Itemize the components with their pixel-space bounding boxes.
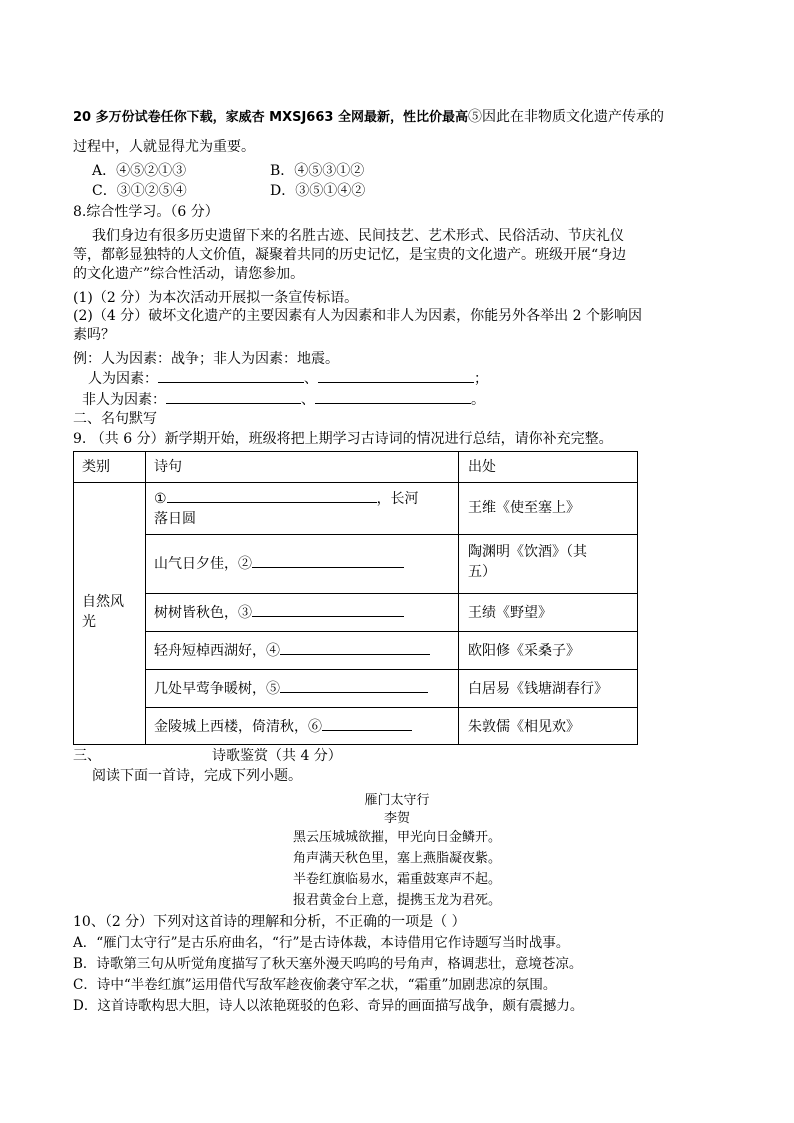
q8-intro-line1: 我们身边有很多历史遗留下来的名胜古迹、民间技艺、艺术形式、民俗活动、节庆礼仪 xyxy=(92,228,624,244)
q8-example: 例：人为因素：战争；非人为因素：地震。 xyxy=(73,351,339,367)
q10-option-d: D．这首诗歌构思大胆，诗人以浓艳斑驳的色彩、奇异的画面描写战争，颇有震撼力。 xyxy=(73,998,584,1014)
nonhuman-factor-blank-1[interactable] xyxy=(166,390,301,404)
circled-number: ① xyxy=(154,491,167,507)
poem-author: 李贺 xyxy=(383,811,410,826)
option-c: C．③①②⑤④ xyxy=(92,183,187,199)
source-row-2: 陶渊明《饮酒》（其 五） xyxy=(468,544,587,580)
header-verse: 诗句 xyxy=(154,459,182,475)
section-2-heading: 二、名句默写 xyxy=(73,411,157,427)
circled-number: ⑤ xyxy=(266,681,280,697)
verse-blank-4[interactable] xyxy=(280,641,430,655)
header-category: 类别 xyxy=(82,459,110,475)
poetry-table xyxy=(73,451,638,745)
previous-item-line2: 过程中，人就显得尤为重要。 xyxy=(73,139,255,155)
q10-prompt: 10、（2 分）下列对这首诗的理解和分析，不正确的一项是（ ） xyxy=(73,914,466,930)
poem-intro: 阅读下面一首诗，完成下列小题。 xyxy=(92,768,302,784)
verse-row-1: ① ，长河 落日圆 xyxy=(154,491,419,527)
q10-option-a: A．“雁门太守行”是古乐府曲名，“行”是古诗体裁，本诗借用它作诗题写当时战事。 xyxy=(73,935,570,951)
verse-blank-3[interactable] xyxy=(252,603,404,617)
header-source: 出处 xyxy=(468,459,496,475)
section-3-title: 诗歌鉴赏（共 4 分） xyxy=(212,748,342,764)
human-factor-row: 人为因素： 、 ； xyxy=(88,371,488,387)
q8-sub1: (1)（2 分）为本次活动开展拟一条宣传标语。 xyxy=(73,290,359,306)
q8-sub2-line1: (2)（4 分）破坏文化遗产的主要因素有人为因素和非人为因素，你能另外各举出 2 个影响因 xyxy=(73,308,642,324)
option-d: D．③⑤①④② xyxy=(270,183,366,199)
poem-line-4: 报君黄金台上意，提携玉龙为君死。 xyxy=(292,893,501,908)
q8-sub2-line2: 素吗？ xyxy=(73,327,115,343)
option-a: A．④⑤②①③ xyxy=(92,163,187,179)
verse-row-2: 山气日夕佳，② xyxy=(154,554,404,574)
verse-row-5: 几处早莺争暖树，⑤ xyxy=(154,679,428,699)
q10-option-c: C．诗中“半卷红旗”运用借代写敌军趁夜偷袭守军之状，“霜重”加剧悲凉的氛围。 xyxy=(73,977,557,993)
ad-banner-text: 20 多万份试卷任你下载，家威杏 MXSJ663 全网最新，性比价最高 xyxy=(73,110,468,125)
category-cell: 自然风 光 xyxy=(82,594,124,630)
circled-number: ⑥ xyxy=(308,719,322,735)
circled-number: ② xyxy=(238,556,252,572)
q8-intro-line3: 的文化遗产”综合性活动，请您参加。 xyxy=(73,266,305,282)
source-row-3: 王绩《野望》 xyxy=(468,605,552,621)
poem-line-1: 黑云压城城欲摧，甲光向日金鳞开。 xyxy=(292,830,501,845)
source-row-1: 王维《使至塞上》 xyxy=(468,500,580,516)
verse-row-3: 树树皆秋色，③ xyxy=(154,603,404,623)
section-3-number: 三、 xyxy=(73,748,101,764)
q9-prompt: 9. （共 6 分）新学期开始，班级将把上期学习古诗词的情况进行总结，请你补充完整。 xyxy=(73,431,613,447)
verse-blank-6[interactable] xyxy=(322,717,412,731)
q10-option-b: B．诗歌第三句从听觉角度描写了秋天塞外漫天呜呜的号角声，格调悲壮，意境苍凉。 xyxy=(73,956,583,972)
option-b: B．④⑤③①② xyxy=(270,163,365,179)
verse-row-4: 轻舟短棹西湖好，④ xyxy=(154,641,430,661)
verse-blank-2[interactable] xyxy=(252,554,404,568)
q8-title: 8.综合性学习。（6 分） xyxy=(73,204,219,220)
human-factor-blank-1[interactable] xyxy=(158,369,304,383)
poem-title: 雁门太守行 xyxy=(364,793,430,808)
top-line xyxy=(73,108,664,127)
nonhuman-factor-blank-2[interactable] xyxy=(315,390,471,404)
nonhuman-factor-row: 非人为因素： 、 。 xyxy=(82,392,485,408)
verse-row-6: 金陵城上西楼，倚清秋，⑥ xyxy=(154,717,412,737)
verse-blank-1[interactable] xyxy=(167,489,377,503)
source-row-5: 白居易《钱塘湖春行》 xyxy=(468,681,608,697)
source-row-6: 朱敦儒《相见欢》 xyxy=(468,719,580,735)
poem-line-2: 角声满天秋色里，塞上燕脂凝夜紫。 xyxy=(292,851,501,866)
q8-intro-line2: 等，都彰显独特的人文价值，凝聚着共同的历史记忆，是宝贵的文化遗产。班级开展“身边 xyxy=(73,247,627,263)
human-factor-blank-2[interactable] xyxy=(318,369,474,383)
previous-item-continuation: ⑤因此在非物质文化遗产传承的 xyxy=(467,109,664,125)
circled-number: ③ xyxy=(238,605,252,621)
verse-blank-5[interactable] xyxy=(280,679,428,693)
poem-line-3: 半卷红旗临易水，霜重鼓寒声不起。 xyxy=(292,872,501,887)
source-row-4: 欧阳修《采桑子》 xyxy=(468,643,580,659)
circled-number: ④ xyxy=(266,643,280,659)
